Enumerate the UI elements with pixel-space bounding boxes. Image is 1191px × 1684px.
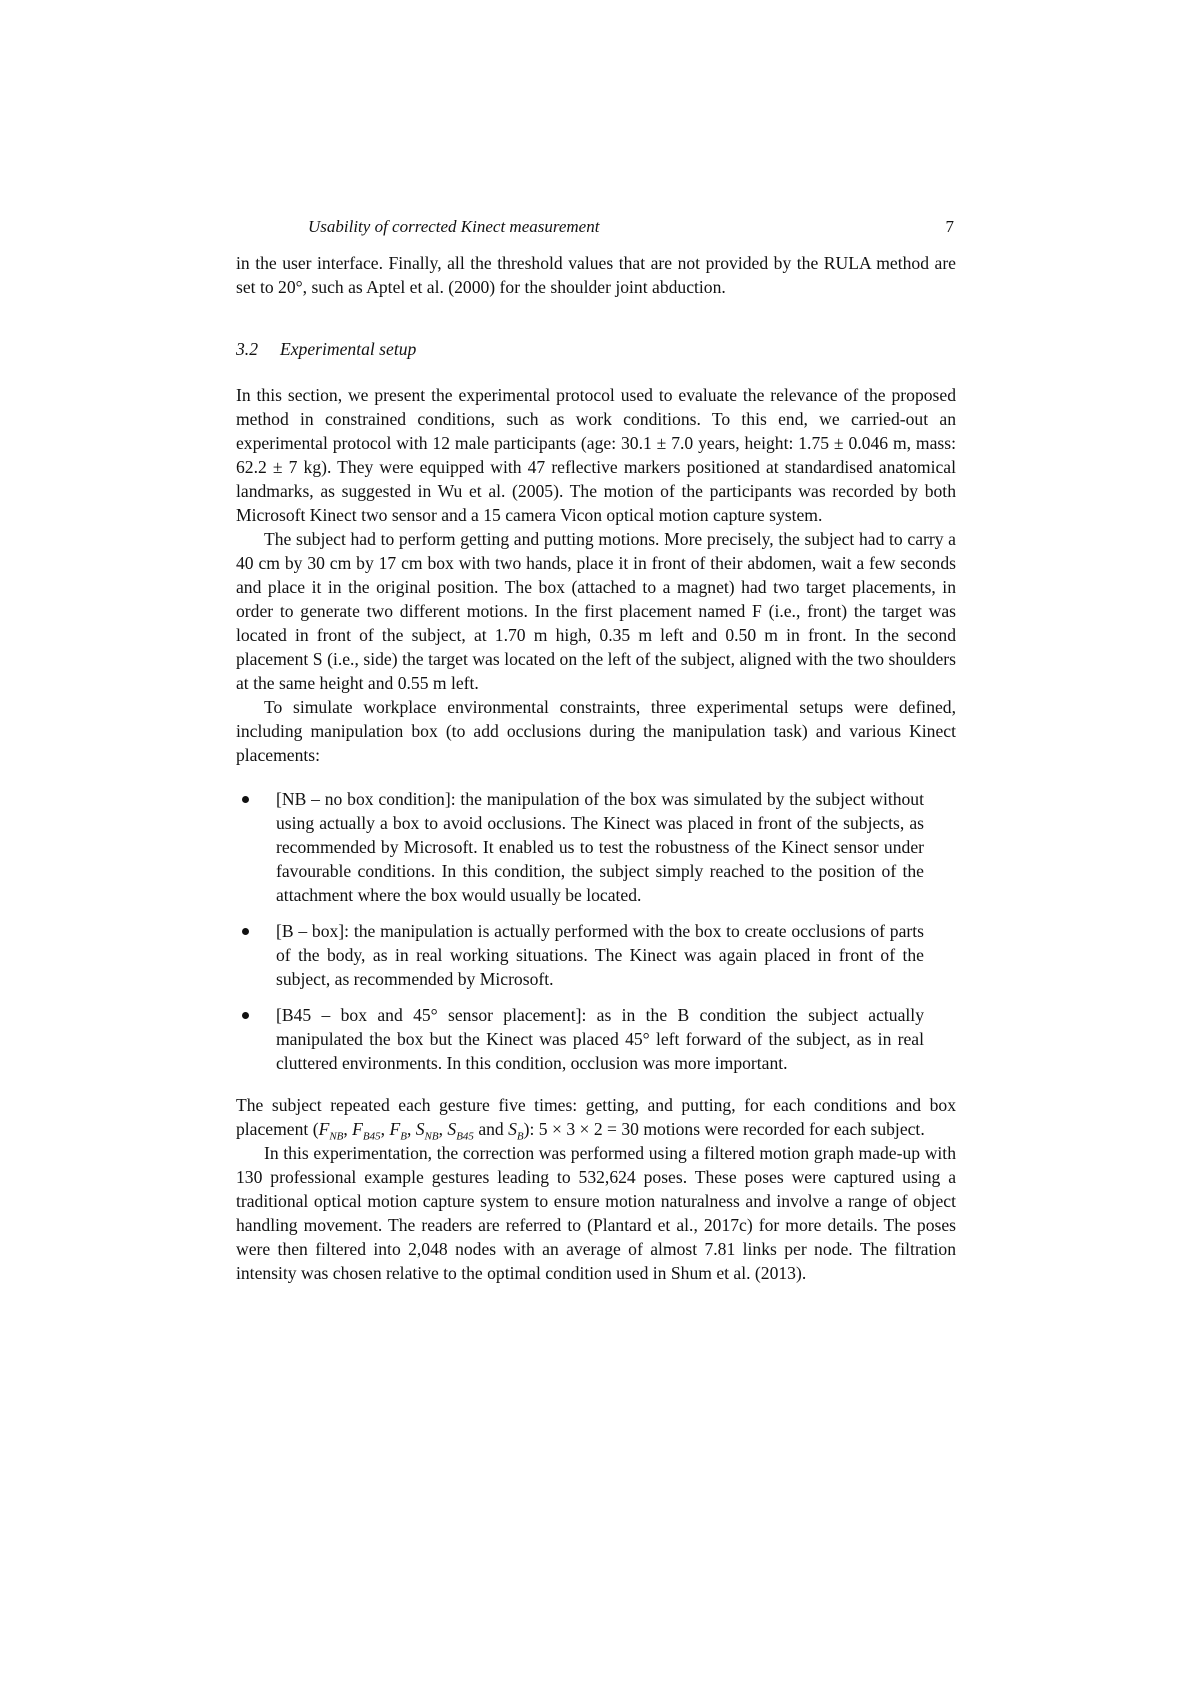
bullet-icon <box>242 928 249 935</box>
paragraph-protocol: In this section, we present the experimental protocol used to evaluate the relevance of the proposed method in constrained conditions, such as work conditions. To this end, we carried-out an experimental protocol with 12 male participants (age: 30.1 ± 7.0 years, height: 1.75 ± 0.046 m, mass: 62.2 ± 7 kg). They were equipped with 47 reflective markers positioned at standardised anatomical landmarks, as suggested in Wu et al. (2005). The motion of the participants was recorded by both Microsoft Kinect two sensor and a 15 camera Vicon optical motion capture system. <box>236 385 956 525</box>
placement-f-b45: $F_{B45}$ <box>352 1119 381 1143</box>
bullet-icon <box>242 1012 249 1019</box>
placement-f-nb: $F_{NB}$ <box>318 1119 344 1143</box>
repetitions-text-after: ): 5 × 3 × 2 = 30 motions were recorded for each subject. <box>523 1119 925 1139</box>
conditions-list <box>236 787 956 1075</box>
list-item <box>236 787 956 907</box>
list-item <box>236 1003 956 1075</box>
running-head <box>236 215 956 245</box>
repetitions-text-before: The subject repeated each gesture five times: getting, and putting, for each conditions and box placement ( <box>236 1095 956 1139</box>
section-heading <box>236 337 956 361</box>
page-content <box>236 215 956 1285</box>
section-title: Experimental setup <box>280 339 417 359</box>
running-title: Usability of corrected Kinect measurement <box>308 217 600 236</box>
paragraph-repetitions: The subject repeated each gesture five times: getting, and putting, for each conditions and box placement ($F_{NB}$, $F_{B45}$, $F_B$, $S_{NB}$, $S_{B45}$ and $S_B$): 5 × 3 × 2 = 30 motions were recorded for each subject. <box>236 1095 956 1143</box>
condition-nb-text: [NB – no box condition]: the manipulation of the box was simulated by the subject without using actually a box to avoid occlusions. The Kinect was placed in front of the subjects, as recommended by Microsoft. It enabled us to test the robustness of the Kinect sensor under favourable conditions. In this condition, the subject simply reached to the position of the attachment where the box would usually be located. <box>276 789 924 905</box>
page-number: 7 <box>945 217 954 236</box>
section-number: 3.2 <box>236 339 258 359</box>
placement-f-b: $F_B$ <box>389 1119 407 1143</box>
intro-paragraph: in the user interface. Finally, all the threshold values that are not provided by the RULA method are set to 20°, such as Aptel et al. (2000) for the shoulder joint abduction. <box>236 253 956 297</box>
paragraph-correction: In this experimentation, the correction was performed using a filtered motion graph made-up with 130 professional example gestures leading to 532,624 poses. These poses were captured using a traditional optical motion capture system to ensure motion naturalness and involve a range of object handling movement. The readers are referred to (Plantard et al., 2017c) for more details. The poses were then filtered into 2,048 nodes with an average of almost 7.81 links per node. The filtration intensity was chosen relative to the optimal condition used in Shum et al. (2013). <box>236 1143 956 1283</box>
placement-s-b45: $S_{B45}$ <box>447 1119 474 1143</box>
placement-s-b: $S_B$ <box>508 1119 524 1143</box>
list-item <box>236 919 956 991</box>
paragraph-setups: To simulate workplace environmental constraints, three experimental setups were defined, including manipulation box (to add occlusions during the manipulation task) and various Kinect placements: <box>236 697 956 765</box>
placement-s-nb: $S_{NB}$ <box>415 1119 439 1143</box>
condition-b-text: [B – box]: the manipulation is actually performed with the box to create occlusions of parts of the body, as in real working situations. The Kinect was again placed in front of the subject, as recommended by Microsoft. <box>276 921 924 989</box>
condition-b45-text: [B45 – box and 45° sensor placement]: as in the B condition the subject actually manipulated the box but the Kinect was placed 45° left forward of the subject, as in real cluttered environments. In this condition, occlusion was more important. <box>276 1005 924 1073</box>
paragraph-motions: The subject had to perform getting and putting motions. More precisely, the subject had to carry a 40 cm by 30 cm by 17 cm box with two hands, place it in front of their abdomen, wait a few seconds and place it in the original position. The box (attached to a magnet) had two target placements, in order to generate two different motions. In the first placement named F (i.e., front) the target was located in front of the subject, at 1.70 m high, 0.35 m left and 0.50 m in front. In the second placement S (i.e., side) the target was located on the left of the subject, aligned with the two shoulders at the same height and 0.55 m left. <box>236 529 956 693</box>
bullet-icon <box>242 796 249 803</box>
